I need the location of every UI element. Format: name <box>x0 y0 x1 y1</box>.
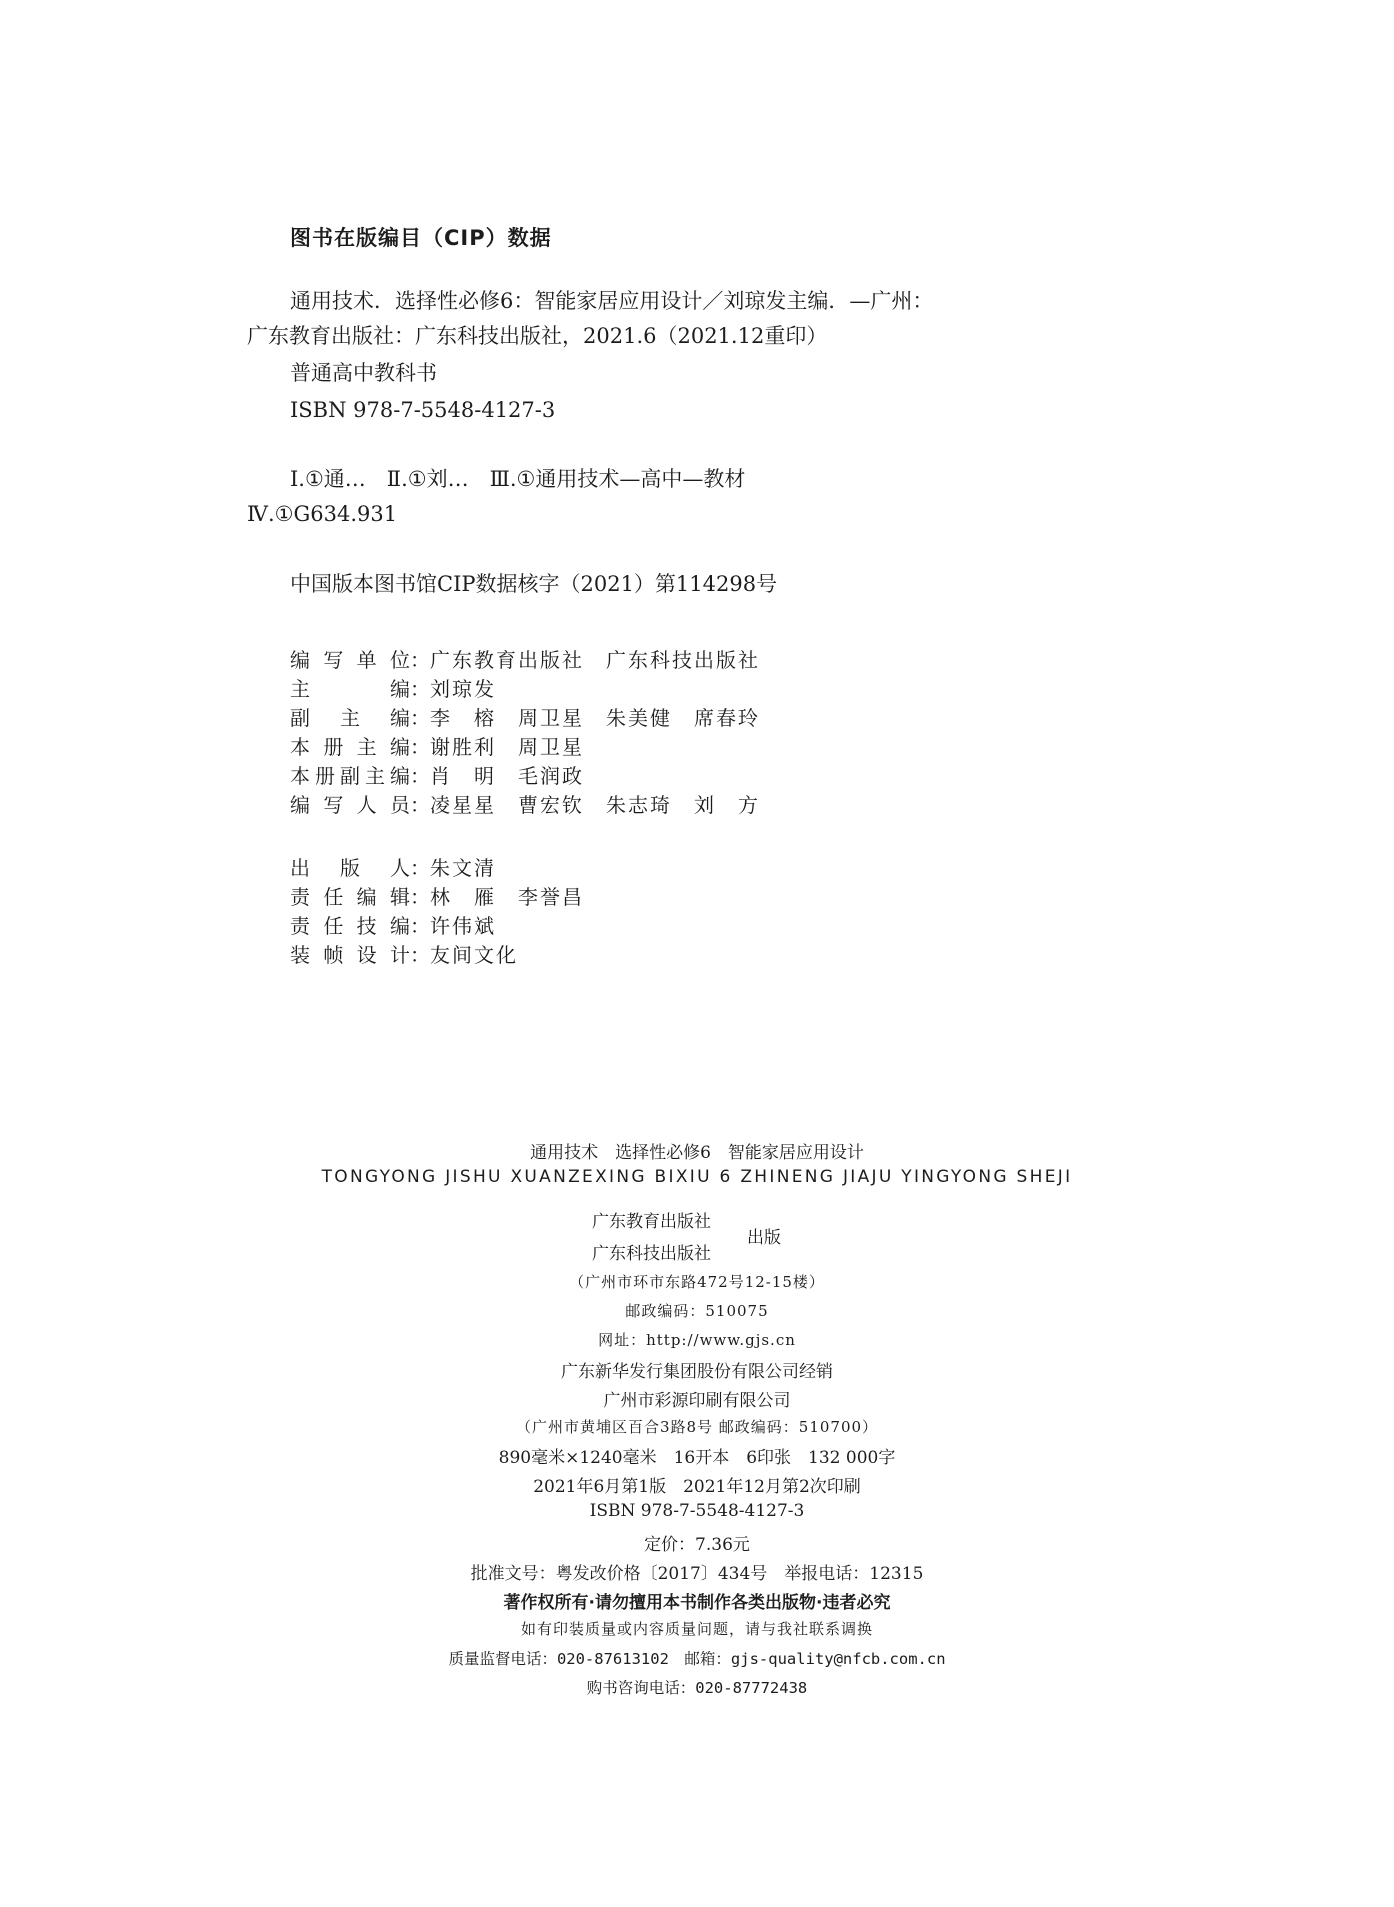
imprint-printer: 广州市彩源印刷有限公司 <box>603 1391 791 1411</box>
imprint-pinyin-title: TONGYONG JISHU XUANZEXING BIXIU 6 ZHINENG JIAJU YINGYONG SHEJI <box>321 1167 1073 1187</box>
cip-line-record: 中国版本图书馆CIP数据核字（2021）第114298号 <box>290 572 778 596</box>
credit-value: 广东教育出版社 广东科技出版社 <box>430 648 760 672</box>
cip-title: 图书在版编目（CIP）数据 <box>290 226 552 250</box>
credit-label: 编写单位 <box>290 648 410 672</box>
published-label: 出版 <box>747 1228 781 1248</box>
cip-line-title: 通用技术．选择性必修6：智能家居应用设计／刘琼发主编．—广州： <box>290 289 934 313</box>
cip-line-publisher: 广东教育出版社：广东科技出版社，2021.6（2021.12重印） <box>247 324 828 348</box>
cip-line-classification: Ⅰ.①通… Ⅱ.①刘… Ⅲ.①通用技术—高中—教材 <box>290 467 746 491</box>
credit-value: 刘琼发 <box>430 677 496 701</box>
credit-value: 李 榕 周卫星 朱美健 席春玲 <box>430 706 760 730</box>
credit-row: 出版人：朱文清 <box>290 852 496 881</box>
credit-label: 本册主编 <box>290 735 410 759</box>
imprint-distributor: 广东新华发行集团股份有限公司经销 <box>561 1362 833 1382</box>
credit-value: 许伟斌 <box>430 914 496 938</box>
publisher-name: 广东教育出版社 <box>592 1212 711 1232</box>
credit-row: 本册副主编：肖 明 毛润政 <box>290 760 584 789</box>
imprint-isbn: ISBN 978-7-5548-4127-3 <box>589 1501 805 1521</box>
credit-value: 凌星星 曹宏钦 朱志琦 刘 方 <box>430 793 760 817</box>
imprint-printer-address: （广州市黄埔区百合3路8号 邮政编码：510700） <box>515 1418 879 1436</box>
credit-label: 责任技编 <box>290 914 410 938</box>
credit-row: 编写人员：凌星星 曹宏钦 朱志琦 刘 方 <box>290 789 760 818</box>
credit-label: 出版人 <box>290 856 410 880</box>
imprint-edition: 2021年6月第1版 2021年12月第2次印刷 <box>533 1477 861 1497</box>
credit-value: 谢胜利 周卫星 <box>430 735 584 759</box>
cip-line-isbn: ISBN 978-7-5548-4127-3 <box>290 398 556 422</box>
credit-label: 主编 <box>290 677 410 701</box>
credit-label: 责任编辑 <box>290 885 410 909</box>
credit-label: 装帧设计 <box>290 943 410 967</box>
imprint-quality-contact: 质量监督电话：020-87613102 邮箱：gjs-quality@nfcb.com.cn <box>448 1650 946 1668</box>
credit-row: 编写单位：广东教育出版社 广东科技出版社 <box>290 644 760 673</box>
credit-row: 主编：刘琼发 <box>290 673 496 702</box>
imprint-book-title: 通用技术 选择性必修6 智能家居应用设计 <box>530 1143 864 1163</box>
credit-row: 责任技编：许伟斌 <box>290 910 496 939</box>
imprint-postcode: 邮政编码：510075 <box>625 1302 769 1320</box>
credit-value: 肖 明 毛润政 <box>430 764 584 788</box>
credit-value: 友间文化 <box>430 943 518 967</box>
imprint-price: 定价：7.36元 <box>644 1535 750 1555</box>
imprint-address: （广州市环市东路472号12-15楼） <box>569 1273 825 1291</box>
imprint-approval: 批准文号：粤发改价格〔2017〕434号 举报电话：12315 <box>470 1564 924 1584</box>
credit-value: 朱文清 <box>430 856 496 880</box>
imprint-quality-note: 如有印装质量或内容质量问题，请与我社联系调换 <box>520 1620 873 1638</box>
imprint-website: 网址：http://www.gjs.cn <box>598 1331 796 1349</box>
imprint-format: 890毫米×1240毫米 16开本 6印张 132 000字 <box>498 1448 896 1468</box>
credit-label: 编写人员 <box>290 793 410 817</box>
credit-row: 责任编辑：林 雁 李誉昌 <box>290 881 584 910</box>
credit-row: 本册主编：谢胜利 周卫星 <box>290 731 584 760</box>
credit-label: 本册副主编 <box>290 764 410 788</box>
publisher-name: 广东科技出版社 <box>592 1244 711 1264</box>
cip-line-call-number: Ⅳ.①G634.931 <box>247 502 398 526</box>
cip-line-series: 普通高中教科书 <box>290 361 437 385</box>
credit-value: 林 雁 李誉昌 <box>430 885 584 909</box>
credit-row: 装帧设计：友间文化 <box>290 939 518 968</box>
credit-row: 副主编：李 榕 周卫星 朱美健 席春玲 <box>290 702 760 731</box>
imprint-purchase-contact: 购书咨询电话：020-87772438 <box>586 1679 808 1697</box>
imprint-copyright: 著作权所有·请勿擅用本书制作各类出版物·违者必究 <box>503 1593 891 1613</box>
credit-label: 副主编 <box>290 706 410 730</box>
